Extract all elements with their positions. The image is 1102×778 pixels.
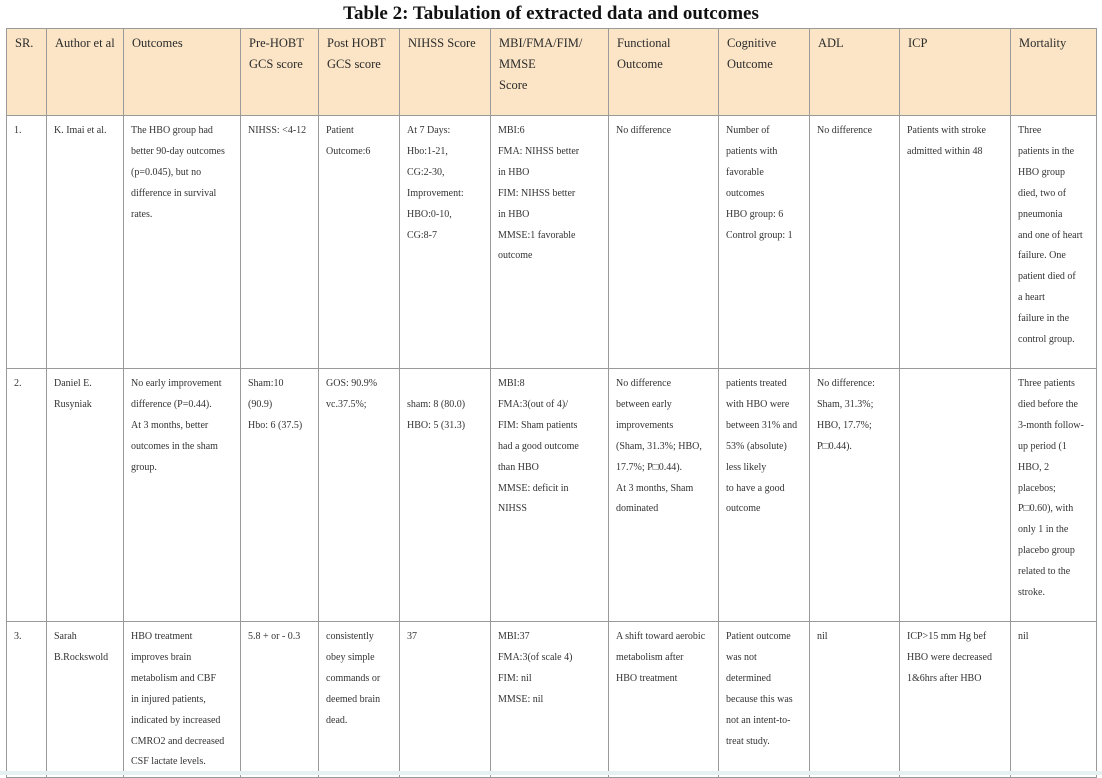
cell-text: [407, 374, 486, 395]
cell-icp: [900, 622, 1011, 778]
cell-text: died before the: [1018, 398, 1078, 410]
cell-text: (p=0.045), but no: [131, 166, 202, 178]
cell-text: better 90-day outcomes: [131, 145, 225, 157]
cell-adl: [810, 369, 900, 622]
cell-text: 5.8 + or - 0.3: [248, 631, 301, 642]
cell-text: had a good outcome: [498, 440, 579, 452]
cell-text: Sham, 31.3%;: [817, 398, 874, 410]
cell-text: rates.: [131, 208, 153, 220]
header-outcomes: [124, 29, 241, 116]
cell-text: MBI:6: [498, 125, 525, 136]
header-text: NIHSS Score: [408, 36, 476, 50]
cell-text: No difference:: [817, 378, 875, 389]
header-text: Functional: [617, 36, 671, 50]
cell-pre-hobt-gcs: [241, 622, 319, 778]
cell-text: a heart: [1018, 292, 1045, 304]
cell-text: HBO: 5 (31.3): [407, 419, 466, 431]
cell-text: treat study.: [726, 735, 770, 747]
header-cognitive-outcome: [719, 29, 810, 116]
cell-outcomes: [124, 116, 241, 369]
cell-text: HBO group: [1018, 166, 1065, 178]
header-text: Outcomes: [132, 36, 183, 50]
cell-text: HBO, 17.7%;: [817, 419, 872, 431]
cell-text: with HBO were: [726, 398, 790, 410]
header-text: Mortality: [1019, 36, 1067, 50]
cell-functional-outcome: [609, 116, 719, 369]
cell-text: dominated: [616, 503, 659, 515]
cell-text: outcome: [498, 250, 533, 262]
cell-text: patients in the: [1018, 145, 1075, 157]
cell-mortality: [1011, 116, 1097, 369]
cell-nihss-score: [400, 116, 491, 369]
cell-text: consistently: [326, 631, 374, 642]
cell-text: 3.: [14, 631, 22, 642]
cell-text: Daniel E.: [54, 378, 92, 389]
cell-functional-outcome: [609, 622, 719, 778]
cell-text: indicated by increased: [131, 714, 221, 726]
cell-text: 37: [407, 631, 417, 642]
cell-text: commands or: [326, 672, 381, 684]
outcomes-table: [6, 28, 1097, 778]
cell-text: 2.: [14, 378, 22, 389]
cell-text: HBO were decreased: [907, 651, 992, 663]
cell-text: died, two of: [1018, 187, 1067, 199]
cell-text: FMA: NIHSS better: [498, 145, 580, 157]
cell-text: MMSE: nil: [498, 693, 544, 705]
cell-text: determined: [726, 672, 771, 684]
cell-text: Patient: [326, 125, 354, 136]
cell-text: Three patients: [1018, 378, 1075, 389]
cell-text: (Sham, 31.3%; HBO,: [616, 440, 702, 452]
cell-pre-hobt-gcs: [241, 116, 319, 369]
cell-text: pneumonia: [1018, 208, 1063, 220]
cell-functional-outcome: [609, 369, 719, 622]
header-sr: [7, 29, 47, 116]
cell-icp: [900, 116, 1011, 369]
cell-text: between 31% and: [726, 419, 798, 431]
header-text: MBI/FMA/FIM/: [499, 36, 583, 50]
header-post-hobt-gcs: [319, 29, 400, 116]
cell-text: K. Imai et al.: [54, 125, 107, 136]
header-text: Outcome: [727, 57, 773, 71]
cell-post-hobt-gcs: [319, 622, 400, 778]
cell-mbi-fma-fim-mmse: [491, 116, 609, 369]
cell-text: Three: [1018, 125, 1042, 136]
cell-text: FMA:3(of scale 4): [498, 651, 573, 663]
cell-text: P□0.44).: [817, 440, 852, 452]
cell-text: group.: [131, 461, 157, 473]
cell-text: FIM: NIHSS better: [498, 187, 576, 199]
cell-cognitive-outcome: [719, 116, 810, 369]
cell-text: in injured patients,: [131, 693, 206, 705]
header-text: SR.: [15, 36, 34, 50]
cell-mbi-fma-fim-mmse: [491, 622, 609, 778]
cell-text: [907, 374, 1006, 395]
table-row: [7, 369, 1097, 622]
cell-text: HBO group: 6: [726, 208, 784, 220]
cell-mortality: [1011, 622, 1097, 778]
cell-text: FIM: Sham patients: [498, 419, 578, 431]
cell-author: [47, 622, 124, 778]
cell-text: At 3 months, better: [131, 419, 209, 431]
cell-text: patients treated: [726, 378, 787, 389]
cell-text: placebo group: [1018, 545, 1075, 557]
cell-text: outcomes in the sham: [131, 440, 218, 452]
cell-text: related to the: [1018, 566, 1071, 578]
header-text: ICP: [908, 36, 928, 50]
cell-post-hobt-gcs: [319, 369, 400, 622]
cell-text: admitted within 48: [907, 145, 983, 157]
cell-text: MBI:37: [498, 631, 530, 642]
header-text: Cognitive: [727, 36, 777, 50]
cell-post-hobt-gcs: [319, 116, 400, 369]
cell-nihss-score: [400, 622, 491, 778]
cell-text: HBO, 2: [1018, 461, 1050, 473]
cell-text: No difference: [817, 125, 873, 136]
cell-text: nil: [817, 631, 828, 642]
cell-pre-hobt-gcs: [241, 369, 319, 622]
cell-text: patients with: [726, 145, 778, 157]
header-functional-outcome: [609, 29, 719, 116]
cell-sr: [7, 369, 47, 622]
cell-cognitive-outcome: [719, 622, 810, 778]
table-title: Table 2: Tabulation of extracted data and outcomes: [343, 3, 759, 24]
cell-text: No early improvement: [131, 378, 222, 389]
cell-text: B.Rockswold: [54, 651, 109, 663]
cell-text: outcome: [726, 503, 761, 515]
cell-text: NIHSS: [498, 503, 527, 515]
cell-adl: [810, 116, 900, 369]
cell-text: Outcome:6: [326, 145, 371, 157]
header-pre-hobt-gcs: [241, 29, 319, 116]
cell-text: not an intent-to-: [726, 714, 791, 726]
header-row: [7, 29, 1097, 116]
cell-text: HBO treatment: [131, 631, 193, 642]
header-text: Outcome: [617, 57, 663, 71]
cell-text: difference (P=0.44).: [131, 398, 212, 410]
cell-text: improvements: [616, 419, 674, 431]
cell-text: At 7 Days:: [407, 125, 451, 136]
cell-text: failure in the: [1018, 313, 1070, 325]
cell-text: 3-month follow-: [1018, 419, 1084, 431]
cell-text: patient died of: [1018, 271, 1076, 283]
header-text: GCS score: [249, 57, 303, 71]
cell-text: up period (1: [1018, 440, 1067, 452]
cell-text: CG:2-30,: [407, 166, 445, 178]
table-row: [7, 622, 1097, 778]
cell-text: No difference: [616, 378, 672, 389]
cell-text: than HBO: [498, 461, 539, 473]
cell-text: CMRO2 and decreased: [131, 735, 225, 747]
cell-text: At 3 months, Sham: [616, 482, 694, 494]
cell-text: was not: [726, 651, 757, 663]
cell-text: Number of: [726, 125, 770, 136]
cell-text: vc.37.5%;: [326, 398, 367, 410]
cell-text: favorable: [726, 166, 764, 178]
header-adl: [810, 29, 900, 116]
cell-text: because this was: [726, 693, 793, 705]
cell-text: metabolism after: [616, 651, 684, 663]
cell-text: CG:8-7: [407, 229, 437, 241]
cell-icp: [900, 369, 1011, 622]
cell-text: FIM: nil: [498, 672, 532, 684]
cell-text: 53% (absolute): [726, 440, 787, 452]
cell-text: P□0.60), with: [1018, 503, 1074, 515]
cell-text: Rusyniak: [54, 398, 92, 410]
cell-text: only 1 in the: [1018, 524, 1069, 536]
cell-text: A shift toward aerobic: [616, 631, 706, 642]
cell-text: deemed brain: [326, 693, 381, 705]
cell-text: MMSE:1 favorable: [498, 229, 576, 241]
cell-text: Patient outcome: [726, 631, 791, 642]
cell-text: in HBO: [498, 208, 530, 220]
cell-text: to have a good: [726, 482, 785, 494]
cell-cognitive-outcome: [719, 369, 810, 622]
header-text: GCS score: [327, 57, 381, 71]
header-mbi-fma-fim-mmse: [491, 29, 609, 116]
cell-outcomes: [124, 369, 241, 622]
cell-text: GOS: 90.9%: [326, 378, 378, 389]
cell-author: [47, 116, 124, 369]
cell-text: HBO treatment: [616, 672, 678, 684]
cell-text: outcomes: [726, 187, 765, 199]
cell-text: ICP>15 mm Hg bef: [907, 631, 987, 642]
header-text: Author et al: [55, 36, 115, 50]
cell-text: (90.9): [248, 398, 273, 410]
header-text: MMSE: [499, 57, 536, 71]
cell-text: between early: [616, 398, 672, 410]
cell-text: MBI:8: [498, 378, 525, 389]
cell-text: difference in survival: [131, 187, 217, 199]
header-author: [47, 29, 124, 116]
cell-text: obey simple: [326, 651, 375, 663]
cell-text: less likely: [726, 461, 767, 473]
cell-text: No difference: [616, 125, 672, 136]
cell-text: The HBO group had: [131, 125, 213, 136]
cell-text: FMA:3(out of 4)/: [498, 398, 568, 410]
header-text: Score: [499, 78, 528, 92]
cell-adl: [810, 622, 900, 778]
bottom-band: [0, 771, 1102, 775]
cell-outcomes: [124, 622, 241, 778]
cell-text: 17.7%; P□0.44).: [616, 461, 683, 473]
cell-text: improves brain: [131, 651, 192, 663]
header-text: Post HOBT: [327, 36, 386, 50]
cell-sr: [7, 622, 47, 778]
header-mortality: [1011, 29, 1097, 116]
cell-author: [47, 369, 124, 622]
cell-text: control group.: [1018, 334, 1075, 346]
cell-text: in HBO: [498, 166, 530, 178]
cell-text: Improvement:: [407, 187, 464, 199]
cell-text: metabolism and CBF: [131, 672, 216, 684]
cell-text: dead.: [326, 714, 348, 726]
cell-text: MMSE: deficit in: [498, 482, 569, 494]
header-icp: [900, 29, 1011, 116]
header-text: ADL: [818, 36, 844, 50]
table-row: [7, 116, 1097, 369]
header-text: Pre-HOBT: [249, 36, 304, 50]
cell-text: and one of heart: [1018, 229, 1083, 241]
cell-text: Control group: 1: [726, 229, 793, 241]
cell-text: Hbo: 6 (37.5): [248, 419, 303, 431]
cell-text: sham: 8 (80.0): [407, 398, 466, 410]
cell-mbi-fma-fim-mmse: [491, 369, 609, 622]
cell-sr: [7, 116, 47, 369]
cell-text: nil: [1018, 631, 1029, 642]
cell-text: Sham:10: [248, 378, 284, 389]
cell-text: Hbo:1-21,: [407, 145, 448, 157]
cell-text: 1&6hrs after HBO: [907, 672, 982, 684]
cell-nihss-score: [400, 369, 491, 622]
cell-mortality: [1011, 369, 1097, 622]
cell-text: placebos;: [1018, 482, 1056, 494]
cell-text: HBO:0-10,: [407, 208, 452, 220]
cell-text: stroke.: [1018, 587, 1045, 599]
cell-text: Sarah: [54, 631, 77, 642]
header-nihss-score: [400, 29, 491, 116]
cell-text: 1.: [14, 125, 22, 136]
cell-text: NIHSS: <4-12: [248, 125, 307, 136]
cell-text: CSF lactate levels.: [131, 756, 206, 768]
cell-text: failure. One: [1018, 250, 1066, 262]
cell-text: Patients with stroke: [907, 125, 986, 136]
